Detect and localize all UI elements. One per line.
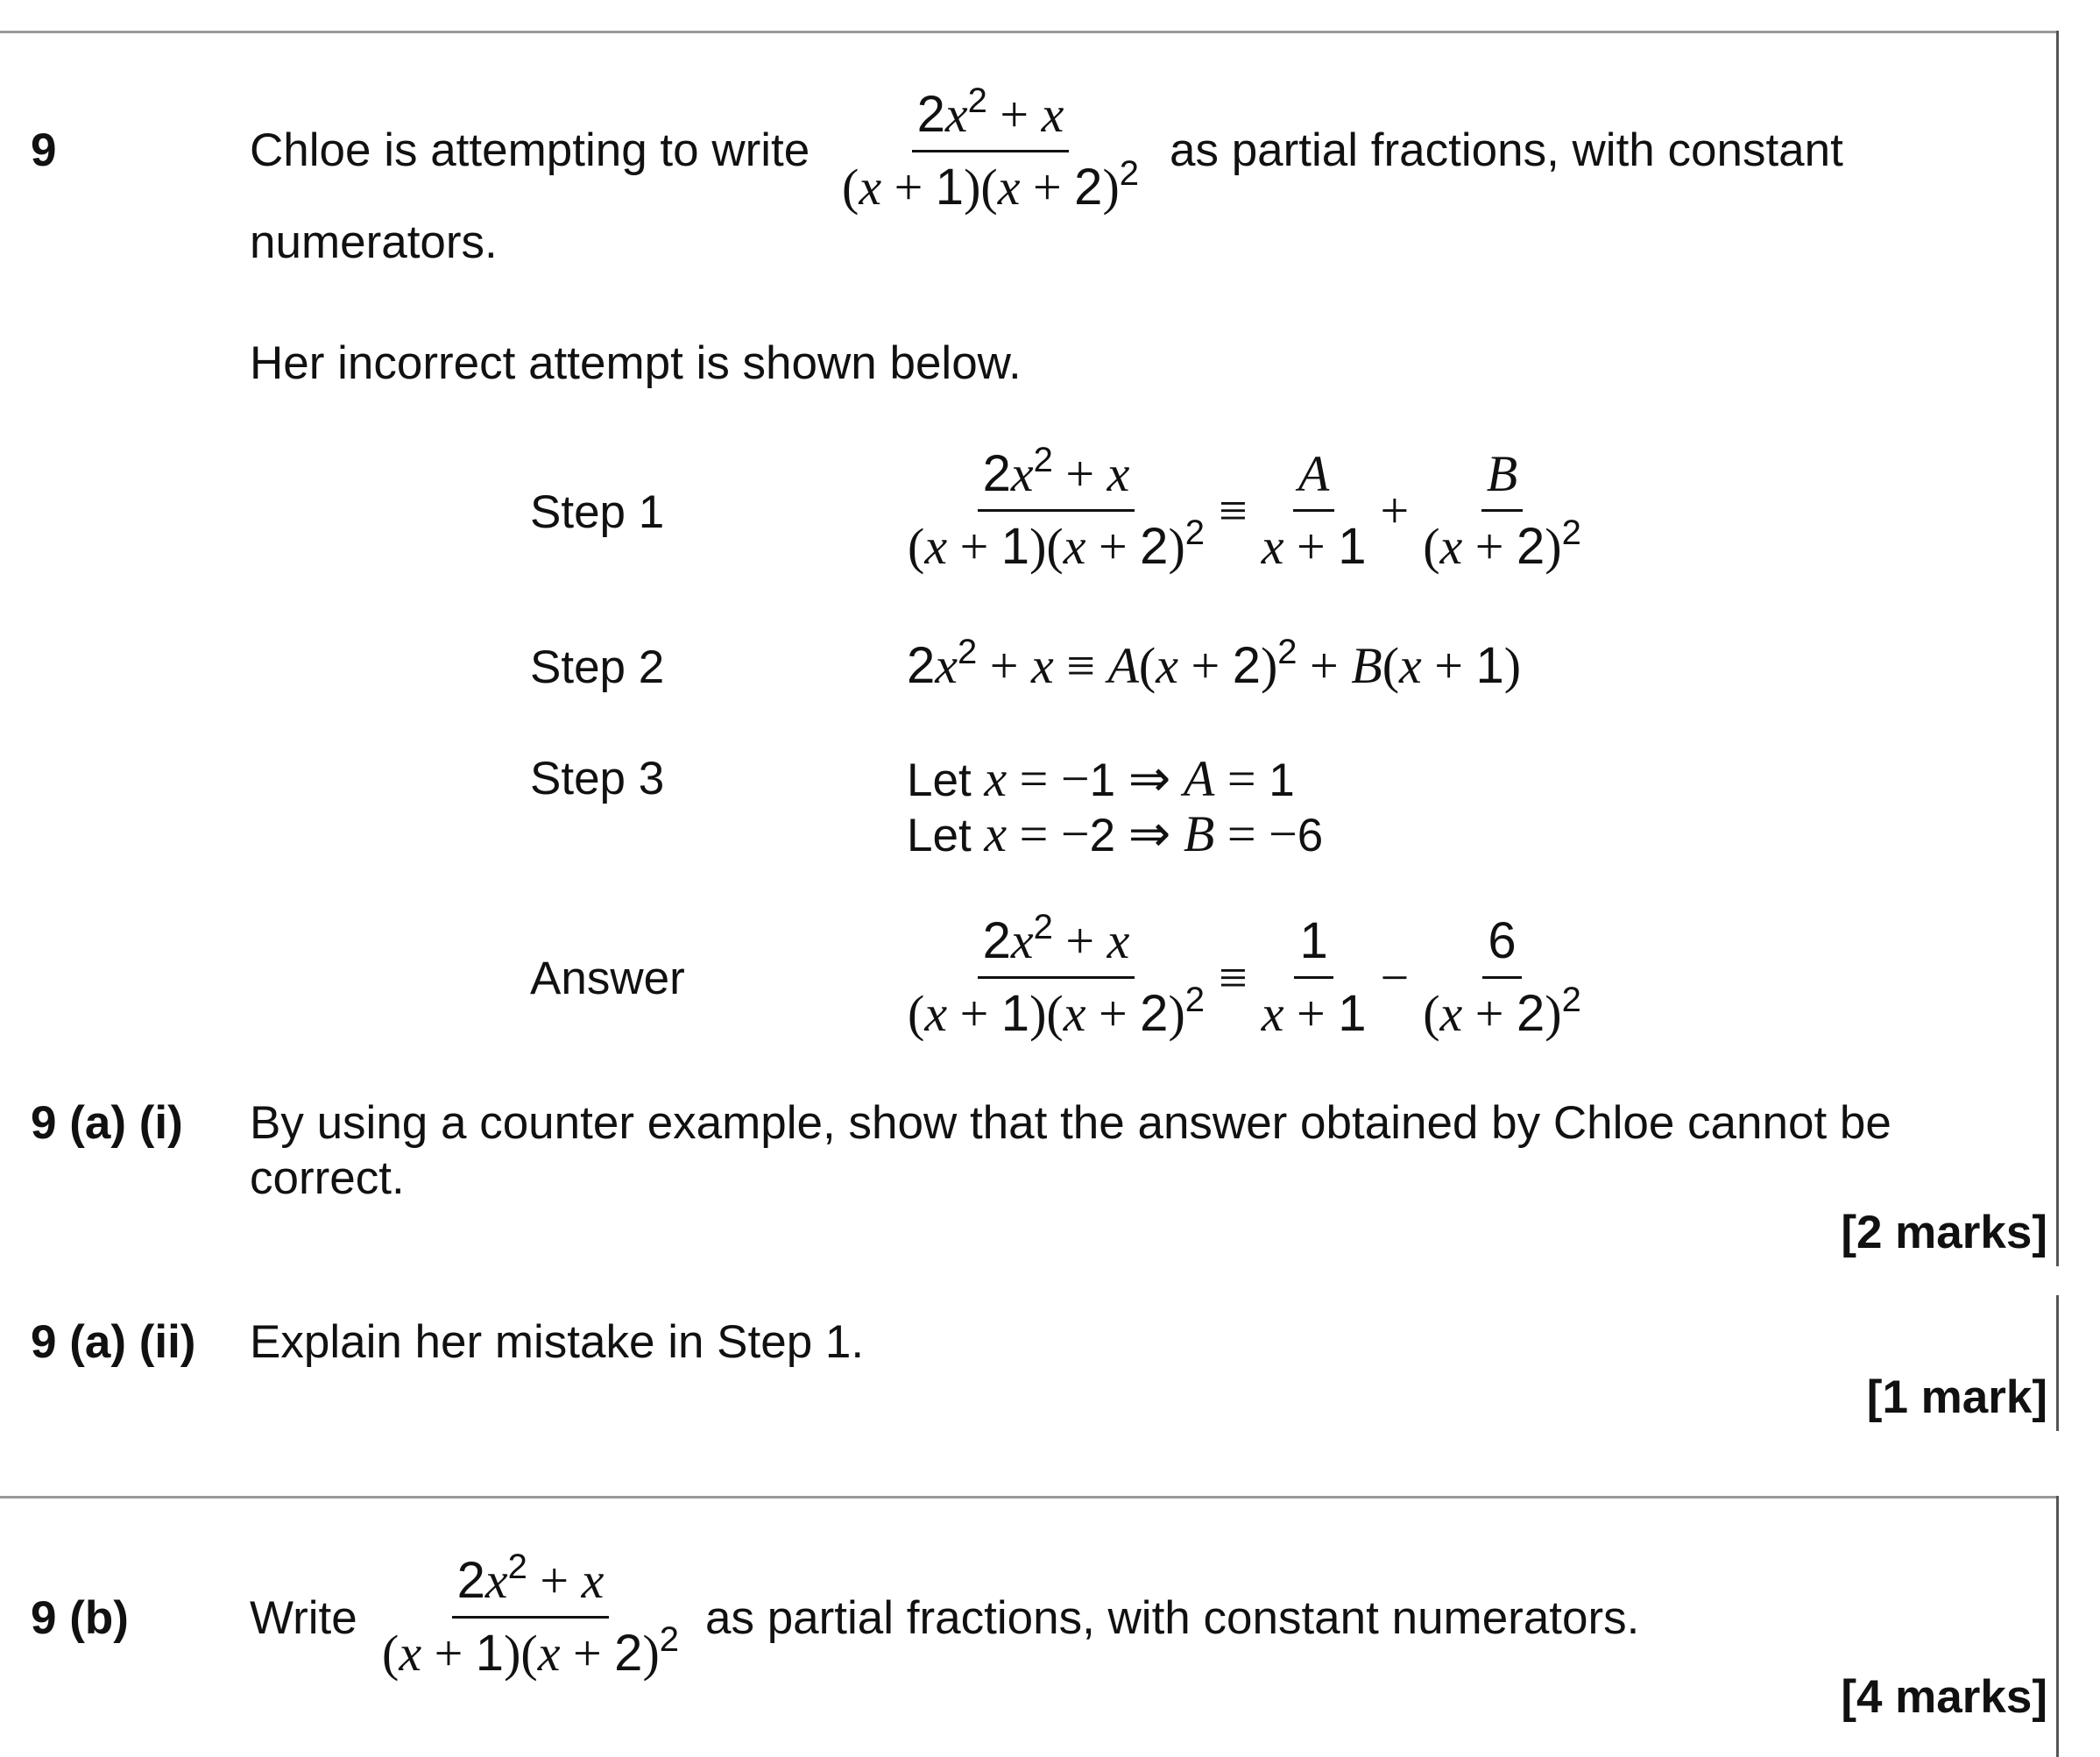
right-border-top bbox=[2056, 31, 2059, 1266]
section-divider bbox=[0, 1496, 2059, 1498]
top-rule bbox=[0, 31, 2059, 33]
step2-equation: $2x^2 + x \equiv A(x + 2)^2 + B(x + 1)$ bbox=[907, 633, 1522, 694]
step3-line1: Let x = −1 ⇒ A = 1 bbox=[907, 750, 1295, 807]
question-intro-after: as partial fractions, with constant bbox=[1170, 124, 1843, 176]
part-b-marks: [4 marks] bbox=[1841, 1671, 2047, 1723]
part-b-fraction: $\frac{2x^2 + x}{(x + 1)(x + 2)^2}$ bbox=[382, 1548, 680, 1682]
answer-equation: $\frac{2x^2 + x}{(x + 1)(x + 2)^2}$ ≡ $\frac{1}{x + 1}$ − $\frac{6}{(x + 2)^2}$ bbox=[908, 908, 1581, 1042]
right-border-bottom bbox=[2056, 1496, 2059, 1757]
part-a-i-text-line2: correct. bbox=[250, 1152, 405, 1204]
step2-label: Step 2 bbox=[530, 641, 665, 693]
intro-fraction: $\frac{2x^2 + x}{(x + 1)(x + 2)^2}$ bbox=[842, 81, 1140, 216]
part-a-i-marks: [2 marks] bbox=[1841, 1207, 2047, 1258]
step3-label: Step 3 bbox=[530, 753, 665, 804]
part-a-i-label: 9 (a) (i) bbox=[31, 1097, 183, 1149]
step1-equation: $\frac{2x^2 + x}{(x + 1)(x + 2)^2}$ ≡ $\frac{A}{x + 1}$ + $\frac{B}{(x + 2)^2}$ bbox=[908, 441, 1581, 575]
answer-label: Answer bbox=[530, 953, 685, 1004]
attempt-text: Her incorrect attempt is shown below. bbox=[250, 337, 1022, 389]
right-border-mid bbox=[2056, 1295, 2059, 1431]
part-a-i-text-line1: By using a counter example, show that the answer obtained by Chloe cannot be bbox=[250, 1097, 1891, 1149]
step3-line2-let: Let bbox=[907, 810, 972, 861]
part-a-ii-label: 9 (a) (ii) bbox=[31, 1316, 196, 1368]
part-a-ii-text: Explain her mistake in Step 1. bbox=[250, 1316, 865, 1368]
part-b-label: 9 (b) bbox=[31, 1592, 129, 1644]
part-b-text-after: as partial fractions, with constant numerators. bbox=[705, 1592, 1640, 1644]
question-number: 9 bbox=[31, 124, 57, 176]
step3-line1-let: Let bbox=[907, 755, 972, 806]
question-intro-before: Chloe is attempting to write bbox=[250, 124, 810, 176]
step1-label: Step 1 bbox=[530, 486, 665, 538]
part-b-text-before: Write bbox=[250, 1592, 357, 1644]
part-a-ii-marks: [1 mark] bbox=[1866, 1371, 2047, 1423]
step3-line2: Let x = −2 ⇒ B = −6 bbox=[907, 805, 1324, 862]
question-intro-line2: numerators. bbox=[250, 216, 498, 268]
